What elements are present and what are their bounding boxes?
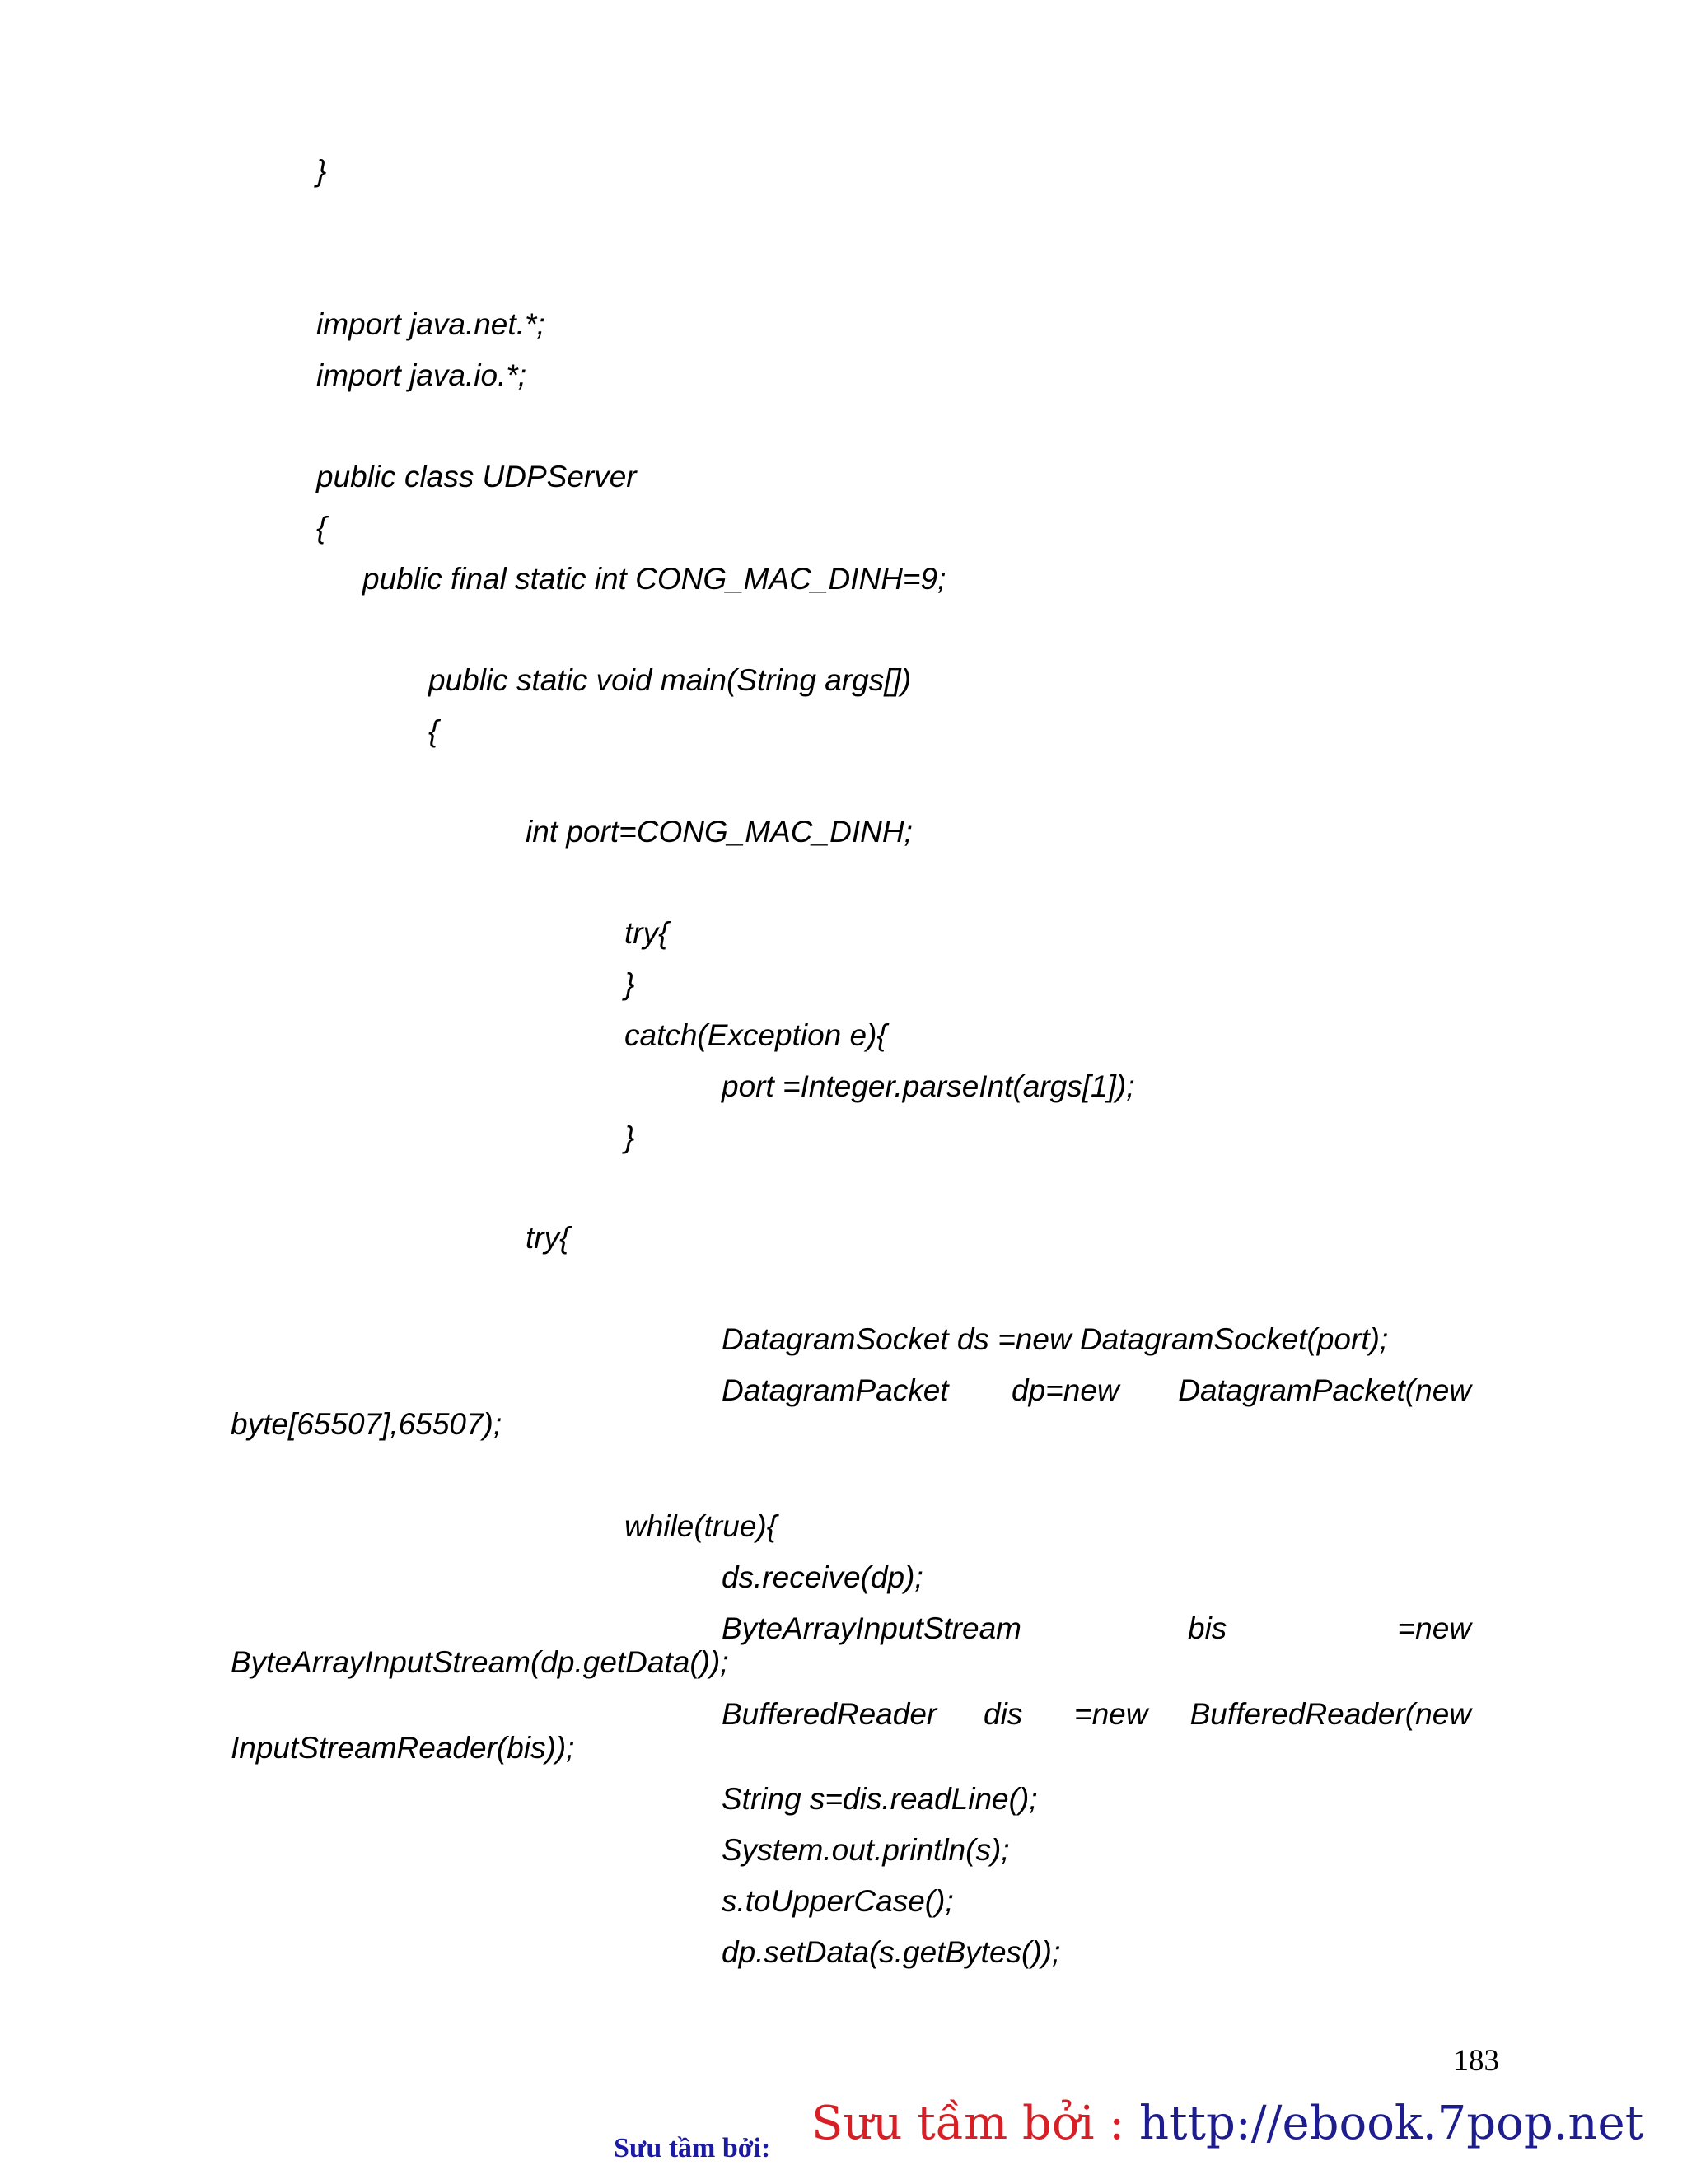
code-line: dp.setData(s.getBytes()); (722, 1935, 1061, 1969)
credit-label: Sưu tầm bởi: (614, 2133, 771, 2163)
code-line: String s=dis.readLine(); (722, 1782, 1038, 1816)
code-line: try{ (624, 916, 669, 950)
code-line: ByteArrayInputStream(dp.getData()); (231, 1645, 729, 1679)
code-line: public static void main(String args[]) (428, 663, 912, 697)
code-token: DatagramPacket (722, 1373, 949, 1407)
code-line: public final static int CONG_MAC_DINH=9; (362, 562, 946, 596)
code-token: ByteArrayInputStream (722, 1611, 1021, 1645)
code-token: BufferedReader (722, 1697, 937, 1731)
code-line: catch(Exception e){ (624, 1018, 887, 1052)
code-line: public class UDPServer (316, 460, 637, 493)
code-line: int port=CONG_MAC_DINH; (526, 815, 913, 849)
watermark-url: http://ebook.7pop.net (1138, 2097, 1644, 2150)
code-token: dis (984, 1697, 1023, 1731)
code-line: port =Integer.parseInt(args[1]); (722, 1069, 1135, 1103)
code-line: ds.receive(dp); (722, 1560, 923, 1594)
code-line: import java.net.*; (316, 307, 545, 341)
code-line: s.toUpperCase(); (722, 1884, 954, 1918)
code-line: { (316, 511, 327, 545)
page-number: 183 (1453, 2044, 1499, 2078)
watermark-prefix: Sưu tầm bởi : (811, 2097, 1139, 2150)
code-line: byte[65507],65507); (231, 1407, 502, 1441)
code-token: DatagramPacket(new (1178, 1373, 1471, 1407)
code-line: while(true){ (624, 1509, 778, 1543)
code-line: DatagramSocket ds =new DatagramSocket(port); (722, 1322, 1389, 1356)
code-token: =new (1397, 1611, 1471, 1645)
code-line: } (624, 967, 635, 1001)
code-line: import java.io.*; (316, 358, 526, 392)
code-line: try{ (526, 1221, 570, 1255)
code-token: BufferedReader(new (1189, 1697, 1471, 1731)
code-token: =new (1074, 1697, 1148, 1731)
code-token: bis (1188, 1611, 1227, 1645)
code-line: InputStreamReader(bis)); (231, 1731, 575, 1765)
code-line: System.out.println(s); (722, 1833, 1010, 1867)
watermark (811, 2097, 1643, 2151)
code-line: } (316, 154, 327, 188)
code-line: { (428, 714, 439, 748)
code-token: dp=new (1012, 1373, 1119, 1407)
code-line: } (624, 1120, 635, 1154)
